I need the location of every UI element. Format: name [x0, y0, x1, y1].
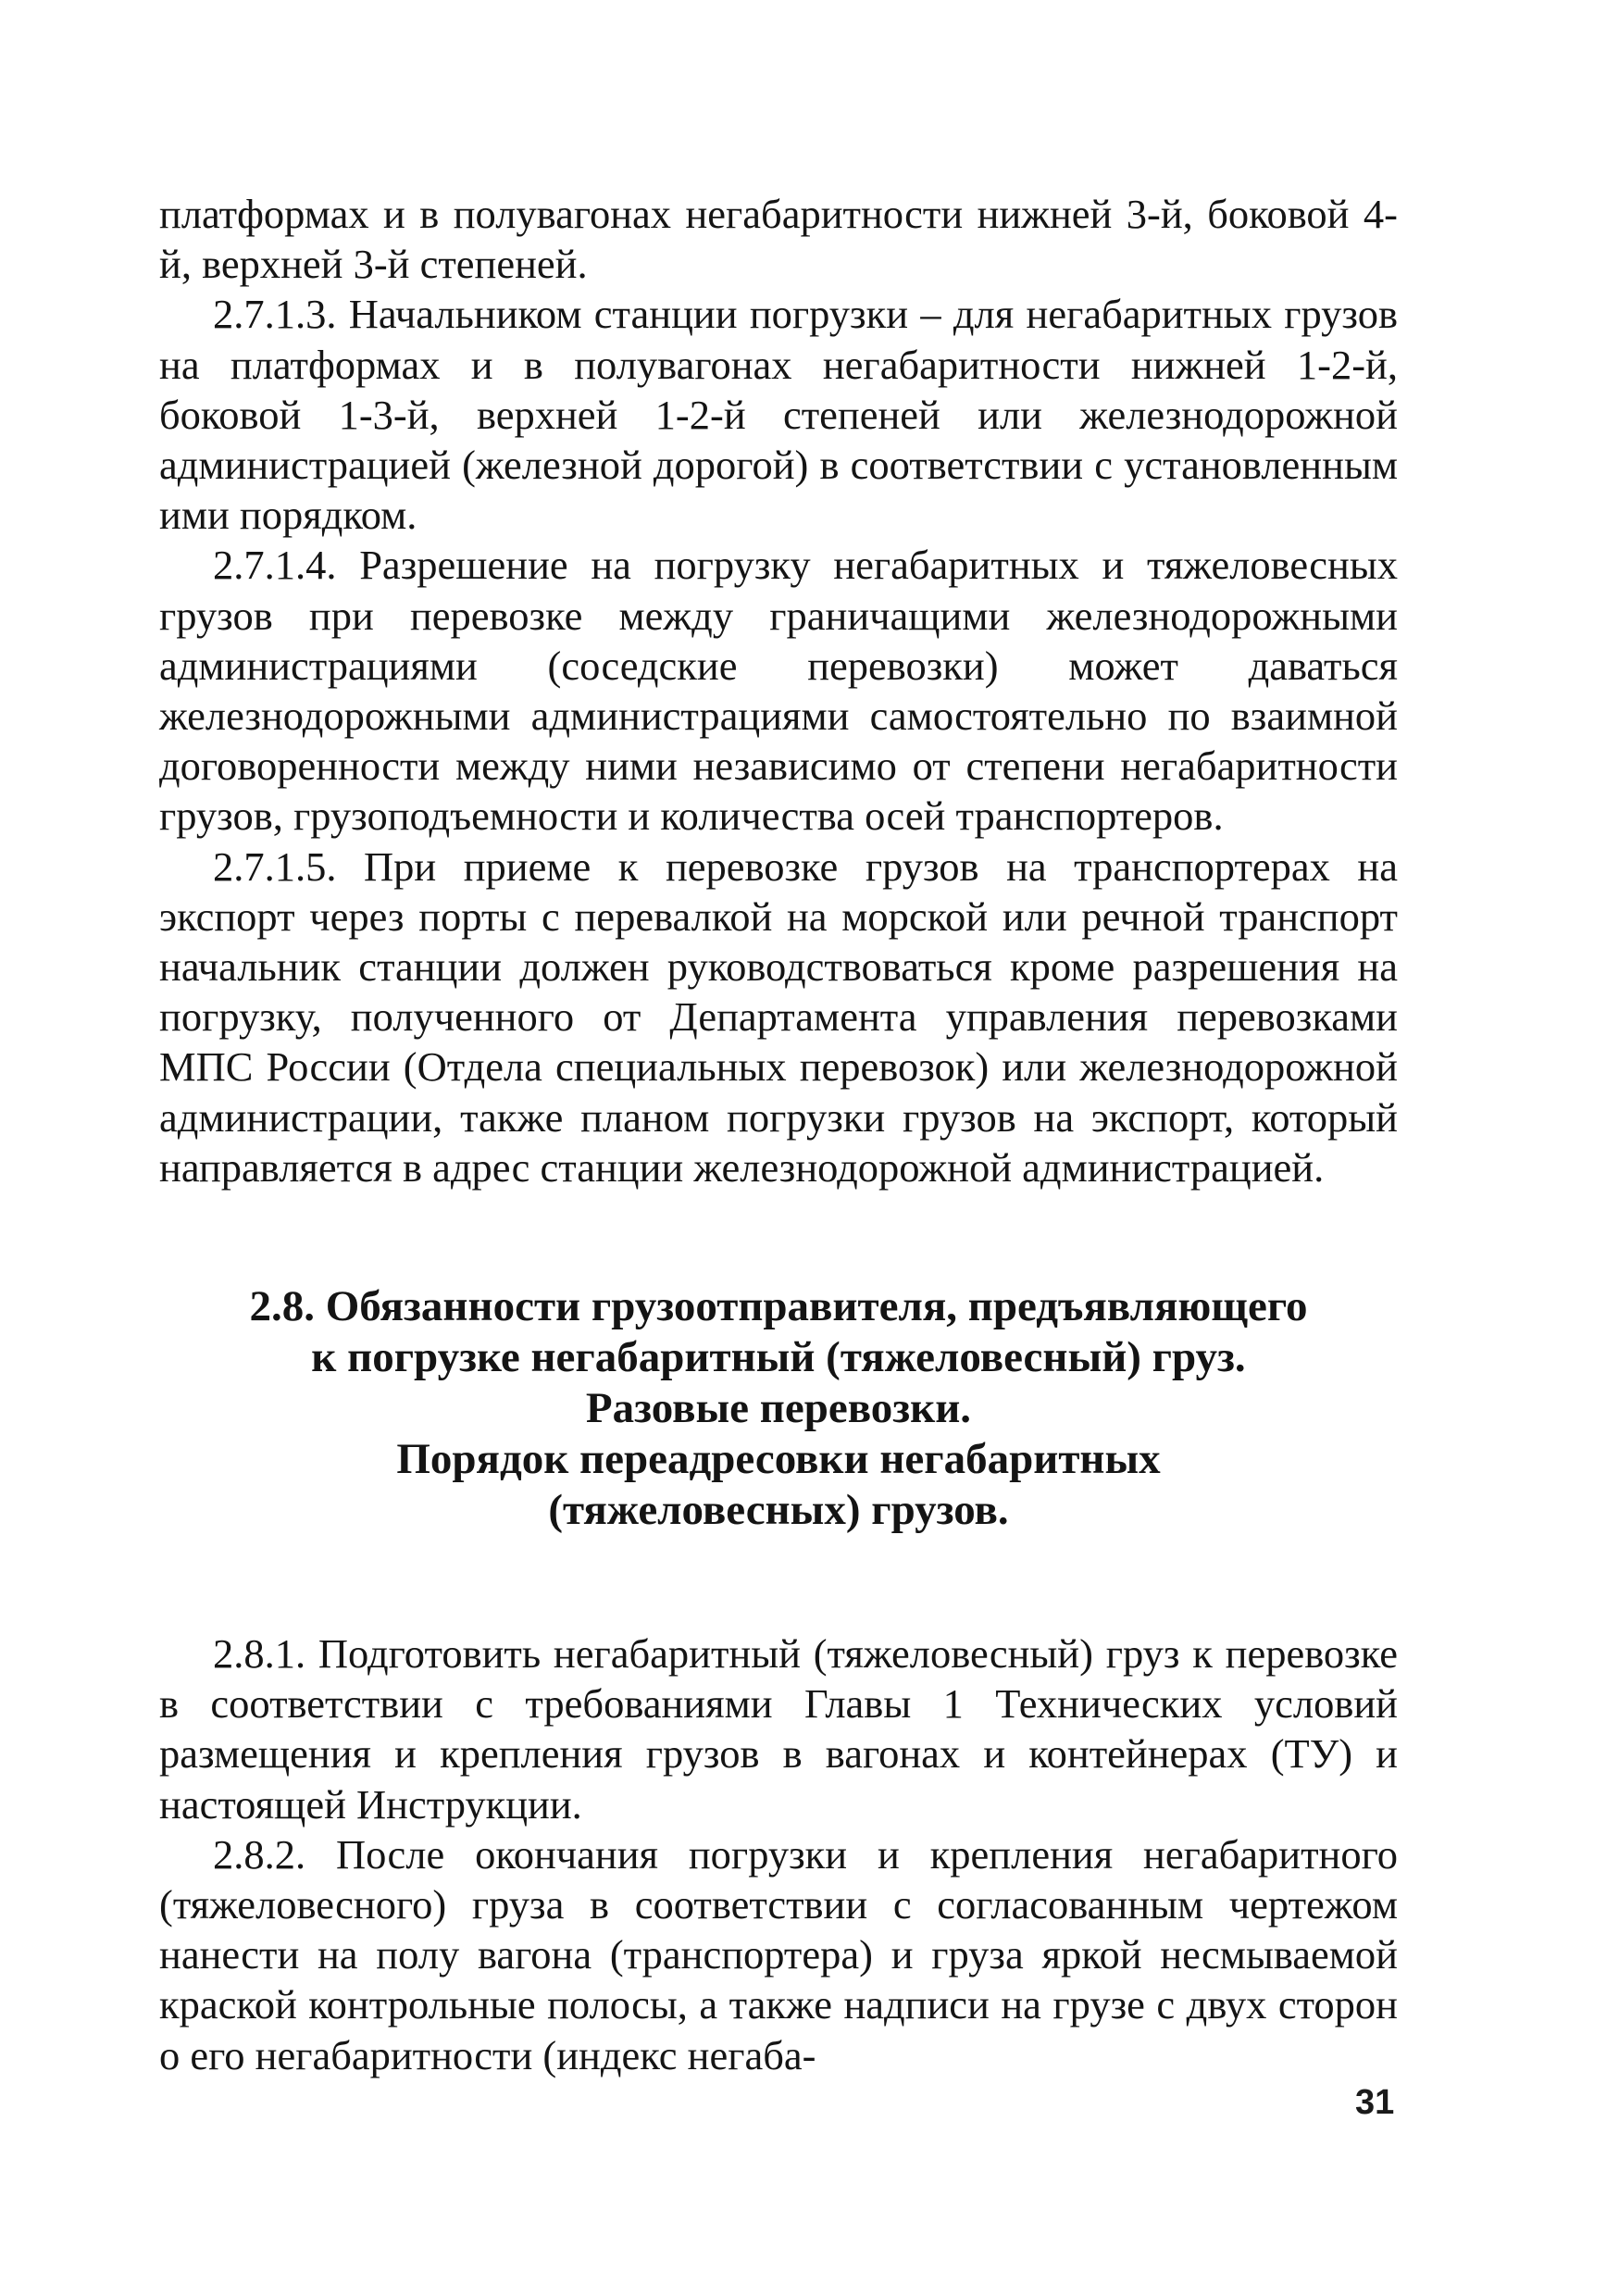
- document-page: [159, 189, 1398, 2080]
- paragraph-continuation: платформах и в полувагонах негабаритности нижней 3-й, боковой 4-й, верхней 3-й степеней.: [159, 191, 1398, 288]
- paragraph-2-7-1-4: 2.7.1.4. Разрешение на погрузку негабаритных и тяжеловесных грузов при перевозке между граничащими железнодорожными администрациями (соседские перевозки) может даваться железнодорожными администрациями самостоятельно по взаимной договоренности между ними независимо от степени негабаритности грузов, грузоподъемности и количества осей транспортеров.: [159, 542, 1398, 840]
- heading-line: Порядок переадресовки негабаритных: [396, 1435, 1161, 1484]
- paragraph-2-7-1-5: 2.7.1.5. При приеме к перевозке грузов на транспортерах на экспорт через порты с перевалкой на морской или речной транспорт начальник станции должен руководствоваться кроме разрешения на погрузку, полученного от Департамента управления перевозками МПС России (Отдела специальных перевозок) или железнодорожной администрации, также планом погрузки грузов на экспорт, который направляется в адрес станции железнодорожной администрацией.: [159, 842, 1398, 1191]
- heading-line: 2.8. Обязанности грузоотправителя, предъявляющего: [249, 1282, 1308, 1331]
- section-heading-2-8: [159, 1281, 1398, 1536]
- paragraph-2-8-1: 2.8.1. Подготовить негабаритный (тяжеловесный) груз к перевозке в соответствии с требованиями Главы 1 Технических условий размещения и крепления грузов в вагонах и контейнерах (ТУ) и настоящей Инструкции.: [159, 1630, 1398, 1828]
- paragraph-2-7-1-3: 2.7.1.3. Начальником станции погрузки – для негабаритных грузов на платформах и в полувагонах негабаритности нижней 1-2-й, боковой 1-3-й, верхней 1-2-й степеней или железнодорожной администрацией (железной дорогой) в соответствии с установленным ими порядком.: [159, 291, 1398, 539]
- heading-line: (тяжеловесных) грузов.: [548, 1486, 1009, 1535]
- heading-line: к погрузке негабаритный (тяжеловесный) груз.: [311, 1333, 1246, 1382]
- page-number: 31: [1355, 2083, 1395, 2122]
- heading-line: Разовые перевозки.: [585, 1384, 972, 1433]
- paragraph-2-8-2: 2.8.2. После окончания погрузки и крепления негабаритного (тяжеловесного) груза в соответствии с согласованным чертежом нанести на полу вагона (транспортера) и груза яркой несмываемой краской контрольные полосы, а также надписи на грузе с двух сторон о его негабаритности (индекс негаба-: [159, 1830, 1398, 2078]
